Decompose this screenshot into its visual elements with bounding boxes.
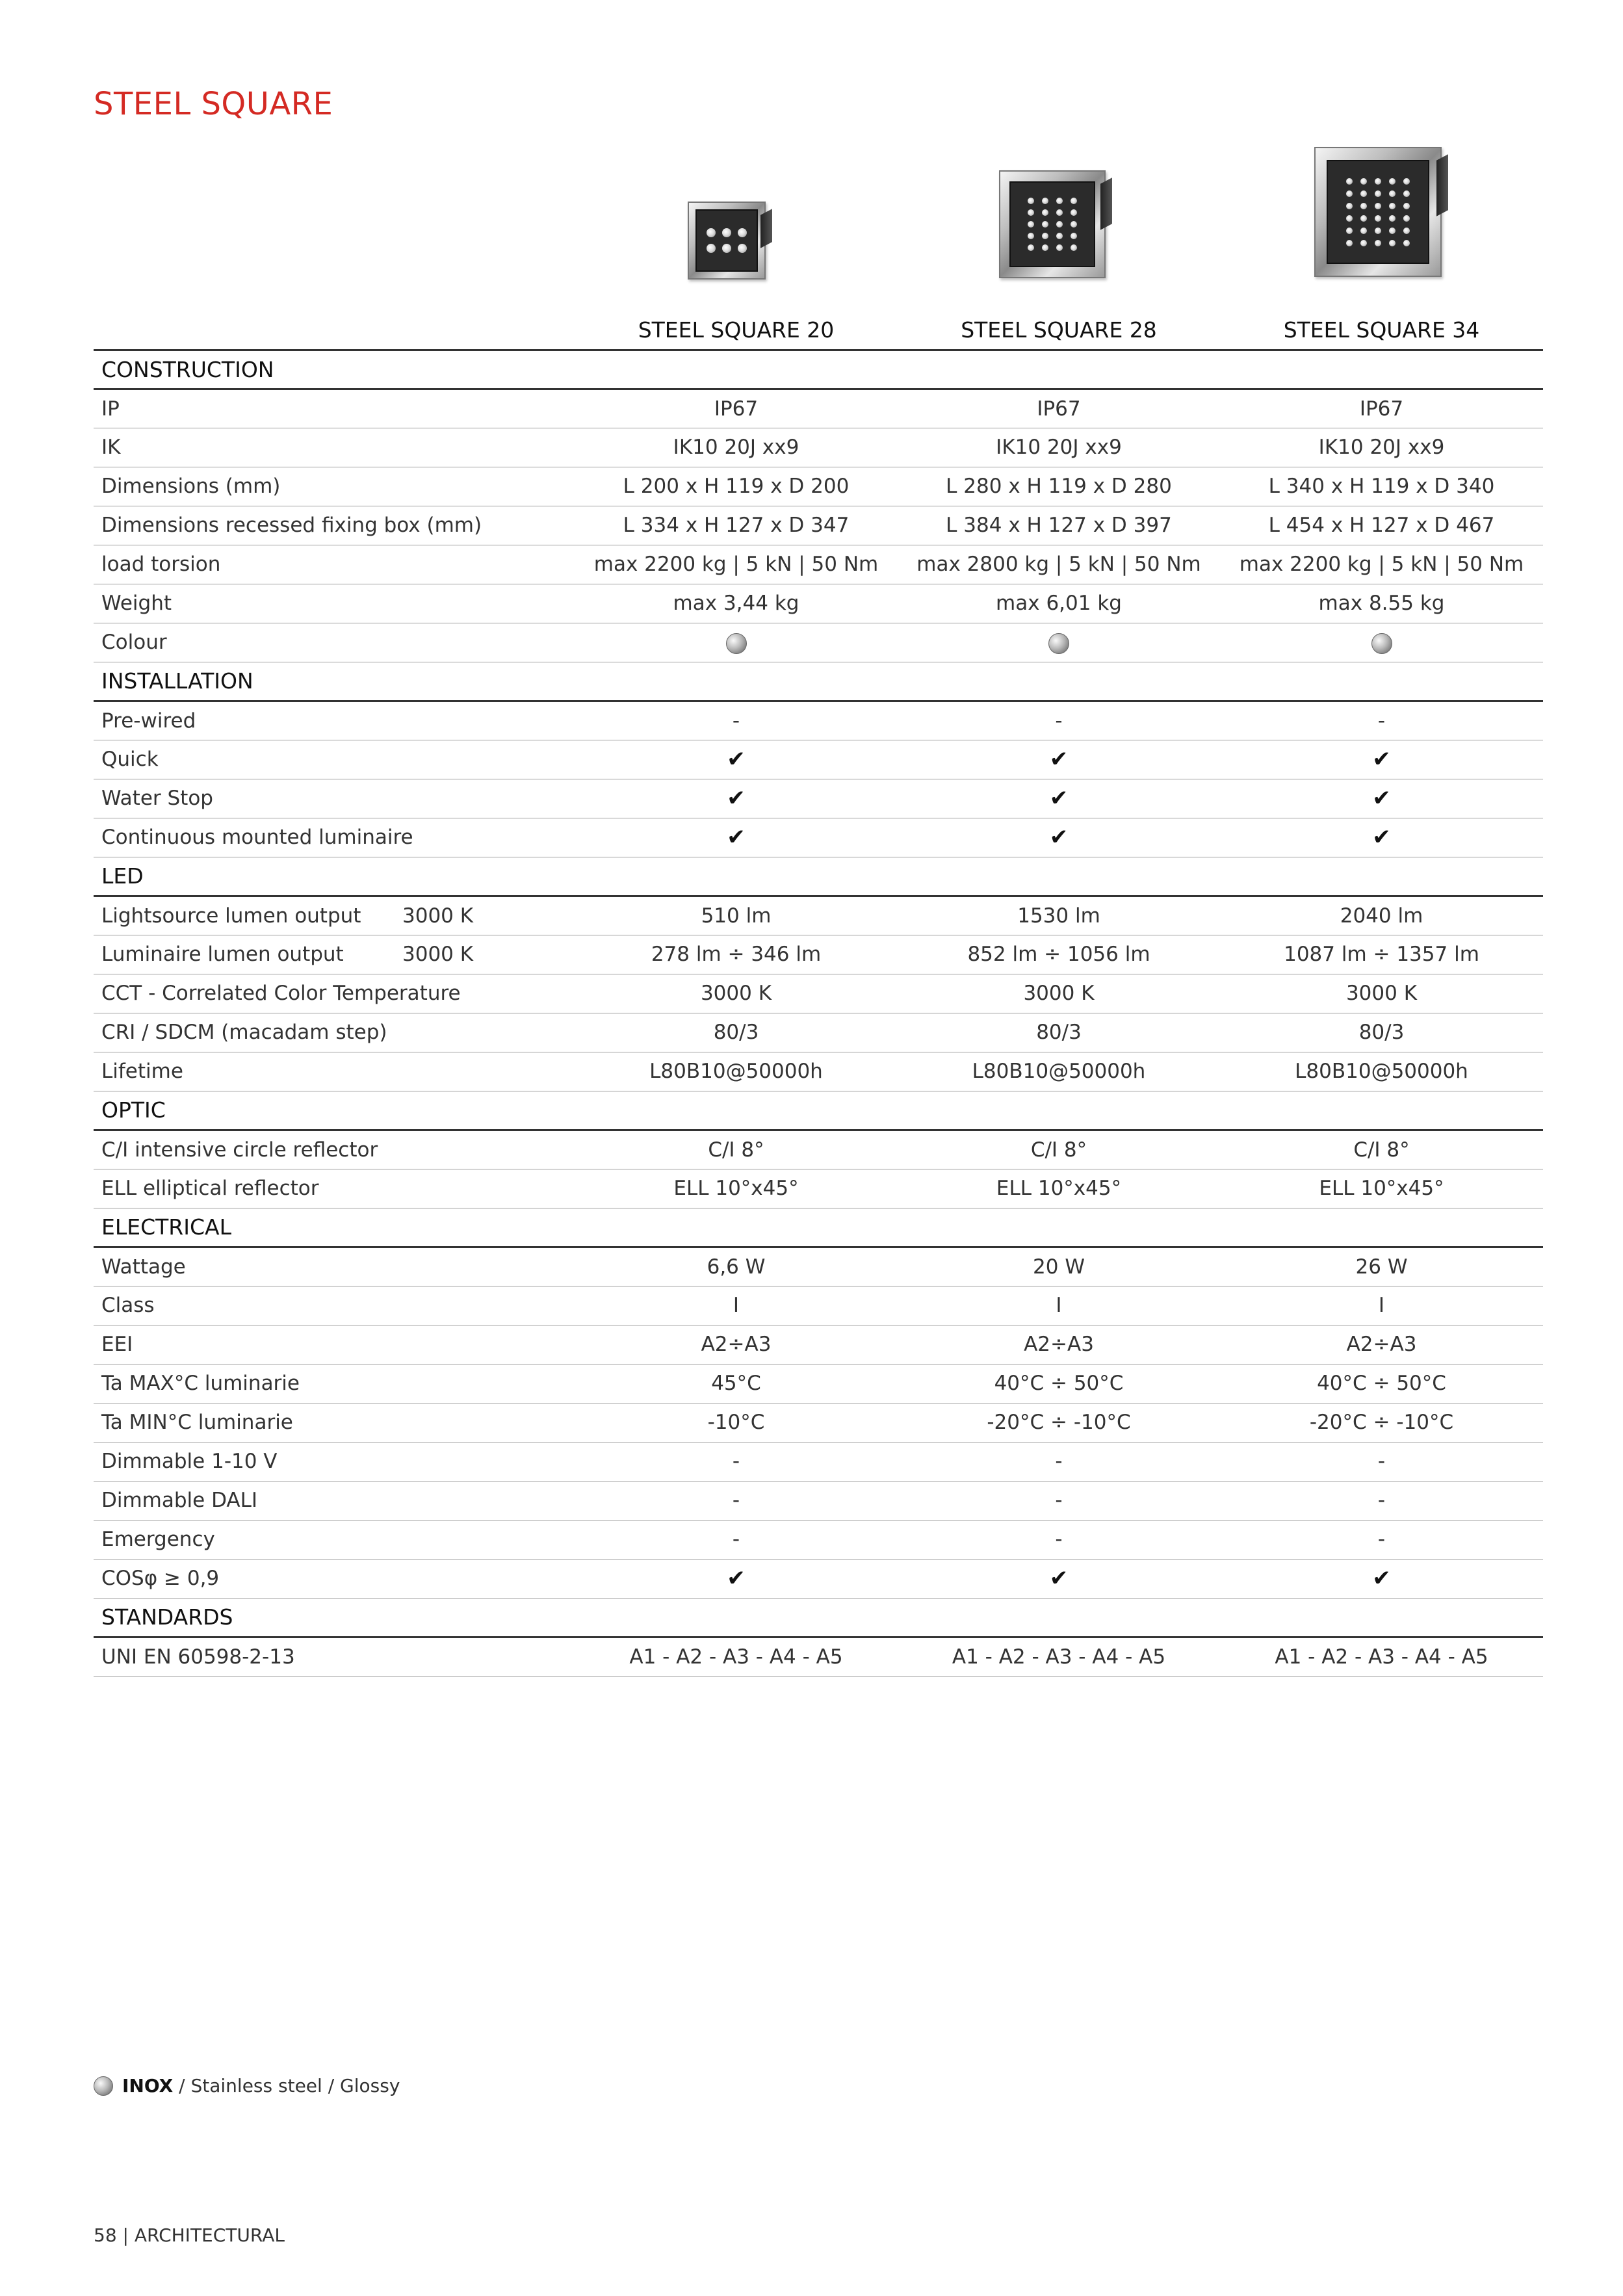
spec-cct: [402, 389, 575, 428]
spec-cct: [402, 1442, 575, 1481]
spec-value: -20°C ÷ -10°C: [898, 1403, 1220, 1442]
section-title: ELECTRICAL: [94, 1208, 1543, 1247]
spec-value: ELL 10°x45°: [1220, 1169, 1543, 1208]
spec-value: 3000 K: [575, 974, 898, 1013]
spec-cct: [402, 1286, 575, 1325]
spec-value-check: [898, 1559, 1220, 1598]
spec-label: Class: [94, 1286, 402, 1325]
spec-label: CCT - Correlated Color Temperature: [94, 974, 402, 1013]
spec-value: 1087 lm ÷ 1357 lm: [1220, 935, 1543, 974]
spec-value-check: [898, 818, 1220, 857]
spec-row: [94, 701, 1543, 740]
inox-dot-icon: [726, 633, 747, 654]
spec-label: EEI: [94, 1325, 402, 1364]
spec-cct: 3000 K: [402, 935, 575, 974]
spec-value: -: [575, 701, 898, 740]
spec-cct: 3000 K: [402, 896, 575, 935]
spec-row: [94, 1364, 1543, 1403]
section-row-construction: [94, 350, 1543, 389]
spec-value: IP67: [1220, 389, 1543, 428]
spec-value: -: [575, 1520, 898, 1559]
section-row-standards: [94, 1598, 1543, 1637]
spec-label: Dimensions recessed fixing box (mm): [94, 506, 402, 545]
spec-value: L 200 x H 119 x D 200: [575, 467, 898, 506]
spec-row: [94, 428, 1543, 467]
inox-dot-icon: [1371, 633, 1392, 654]
spec-value: -: [1220, 1442, 1543, 1481]
section-title: LED: [94, 857, 1543, 896]
spec-value: IK10 20J xx9: [575, 428, 898, 467]
check-icon: ✔: [1372, 746, 1391, 772]
section-title: CONSTRUCTION: [94, 350, 1543, 389]
spec-value: 40°C ÷ 50°C: [898, 1364, 1220, 1403]
spec-value-colour: [575, 623, 898, 662]
spec-label: Emergency: [94, 1520, 402, 1559]
spec-cct: [402, 1247, 575, 1286]
spec-value-check: [898, 740, 1220, 779]
product-image-steel-square-34: [1314, 147, 1442, 277]
spec-cct: [402, 428, 575, 467]
spec-value-check: [575, 1559, 898, 1598]
spec-value: I: [575, 1286, 898, 1325]
spec-value: -: [898, 1442, 1220, 1481]
spec-value-check: [1220, 1559, 1543, 1598]
spec-label: load torsion: [94, 545, 402, 584]
inox-dot-icon: [94, 2076, 113, 2096]
spec-label: Water Stop: [94, 779, 402, 818]
spec-value: L 334 x H 127 x D 347: [575, 506, 898, 545]
spec-cct: [402, 1325, 575, 1364]
spec-value: L80B10@50000h: [1220, 1052, 1543, 1091]
spec-value: IK10 20J xx9: [1220, 428, 1543, 467]
spec-value-check: [575, 818, 898, 857]
check-icon: ✔: [1049, 1565, 1069, 1591]
spec-value: C/I 8°: [575, 1130, 898, 1169]
check-icon: ✔: [727, 1565, 746, 1591]
model-header: STEEL SQUARE 34: [1220, 311, 1543, 350]
led-array: [1009, 181, 1095, 268]
spec-value: -: [575, 1442, 898, 1481]
colour-legend: [94, 2075, 400, 2096]
spec-value-check: [575, 779, 898, 818]
spec-value: IK10 20J xx9: [898, 428, 1220, 467]
check-icon: ✔: [727, 824, 746, 850]
spec-cct: [402, 1130, 575, 1169]
spec-value: max 2200 kg | 5 kN | 50 Nm: [575, 545, 898, 584]
spec-value: A1 - A2 - A3 - A4 - A5: [575, 1637, 898, 1676]
check-icon: ✔: [1372, 785, 1391, 811]
spec-label: Colour: [94, 623, 402, 662]
spec-value: A1 - A2 - A3 - A4 - A5: [898, 1637, 1220, 1676]
spec-value: max 3,44 kg: [575, 584, 898, 623]
spec-value: 45°C: [575, 1364, 898, 1403]
spec-value: 6,6 W: [575, 1247, 898, 1286]
luminaire-frame: [1314, 147, 1442, 277]
spec-cct: [402, 1013, 575, 1052]
spec-row: [94, 506, 1543, 545]
led-array: [695, 209, 757, 271]
spec-row: [94, 974, 1543, 1013]
check-icon: ✔: [1372, 824, 1391, 850]
check-icon: ✔: [1049, 746, 1069, 772]
spec-value: -20°C ÷ -10°C: [1220, 1403, 1543, 1442]
spec-value: L 454 x H 127 x D 467: [1220, 506, 1543, 545]
spec-cct: [402, 1481, 575, 1520]
page-footer: 58 | ARCHITECTURAL: [94, 2224, 285, 2246]
product-image-steel-square-20: [688, 202, 766, 280]
section-row-installation: [94, 662, 1543, 701]
spec-value: C/I 8°: [1220, 1130, 1543, 1169]
spec-value: L 340 x H 119 x D 340: [1220, 467, 1543, 506]
spec-cct: [402, 1364, 575, 1403]
spec-cct: [402, 1520, 575, 1559]
spec-value-check: [1220, 740, 1543, 779]
spec-value: I: [1220, 1286, 1543, 1325]
spec-cct: [402, 740, 575, 779]
luminaire-frame: [999, 170, 1106, 278]
spec-value: A2÷A3: [575, 1325, 898, 1364]
spec-value-colour: [1220, 623, 1543, 662]
legend-material: INOX: [122, 2075, 174, 2096]
spec-value: L 280 x H 119 x D 280: [898, 467, 1220, 506]
section-row-led: [94, 857, 1543, 896]
spec-value: A2÷A3: [1220, 1325, 1543, 1364]
spec-value: C/I 8°: [898, 1130, 1220, 1169]
spec-value: 852 lm ÷ 1056 lm: [898, 935, 1220, 974]
spec-value: 1530 lm: [898, 896, 1220, 935]
spec-value-check: [1220, 779, 1543, 818]
spec-value-check: [575, 740, 898, 779]
spec-value: -: [898, 1520, 1220, 1559]
spec-value: -: [575, 1481, 898, 1520]
spec-row: [94, 584, 1543, 623]
section-row-electrical: [94, 1208, 1543, 1247]
spec-row: [94, 1637, 1543, 1676]
legend-description: / Stainless steel / Glossy: [173, 2075, 400, 2096]
spec-label: Quick: [94, 740, 402, 779]
check-icon: ✔: [727, 785, 746, 811]
header-spacer: [402, 311, 575, 350]
spec-label: C/I intensive circle reflector: [94, 1130, 402, 1169]
spec-value: 2040 lm: [1220, 896, 1543, 935]
spec-row: [94, 896, 1543, 935]
spec-value: 20 W: [898, 1247, 1220, 1286]
section-title: STANDARDS: [94, 1598, 1543, 1637]
spec-value: ELL 10°x45°: [898, 1169, 1220, 1208]
spec-label: Dimmable DALI: [94, 1481, 402, 1520]
spec-cct: [402, 1169, 575, 1208]
spec-row: [94, 1559, 1543, 1598]
spec-cct: [402, 1559, 575, 1598]
spec-value: -: [1220, 1481, 1543, 1520]
spec-value: -: [898, 701, 1220, 740]
spec-row: [94, 1052, 1543, 1091]
spec-value: ELL 10°x45°: [575, 1169, 898, 1208]
check-icon: ✔: [1372, 1565, 1391, 1591]
spec-label: CRI / SDCM (macadam step): [94, 1013, 402, 1052]
spec-row: [94, 1325, 1543, 1364]
luminaire-frame: [688, 202, 766, 280]
spec-cct: [402, 584, 575, 623]
spec-cct: [402, 467, 575, 506]
spec-cct: [402, 1637, 575, 1676]
spec-label: Dimmable 1-10 V: [94, 1442, 402, 1481]
spec-label: UNI EN 60598-2-13: [94, 1637, 402, 1676]
spec-value: 40°C ÷ 50°C: [1220, 1364, 1543, 1403]
spec-label: COSφ ≥ 0,9: [94, 1559, 402, 1598]
spec-value: max 8.55 kg: [1220, 584, 1543, 623]
check-icon: ✔: [1049, 785, 1069, 811]
spec-row: [94, 1442, 1543, 1481]
spec-value: L80B10@50000h: [575, 1052, 898, 1091]
spec-value: max 2800 kg | 5 kN | 50 Nm: [898, 545, 1220, 584]
spec-value-check: [1220, 818, 1543, 857]
spec-label: Dimensions (mm): [94, 467, 402, 506]
spec-value: 3000 K: [1220, 974, 1543, 1013]
spec-cct: [402, 818, 575, 857]
spec-label: Lifetime: [94, 1052, 402, 1091]
spec-value: IP67: [575, 389, 898, 428]
spec-value: -10°C: [575, 1403, 898, 1442]
inox-dot-icon: [1048, 633, 1069, 654]
spec-row: [94, 623, 1543, 662]
spec-value-check: [898, 779, 1220, 818]
spec-value: 278 lm ÷ 346 lm: [575, 935, 898, 974]
model-header: STEEL SQUARE 20: [575, 311, 898, 350]
spec-row: [94, 1247, 1543, 1286]
spec-row: [94, 545, 1543, 584]
spec-row: [94, 779, 1543, 818]
spec-value: I: [898, 1286, 1220, 1325]
spec-row: [94, 1403, 1543, 1442]
spec-row: [94, 1286, 1543, 1325]
spec-cct: [402, 1052, 575, 1091]
spec-cct: [402, 623, 575, 662]
spec-label: Continuous mounted luminaire: [94, 818, 402, 857]
spec-label: Wattage: [94, 1247, 402, 1286]
spec-value: max 2200 kg | 5 kN | 50 Nm: [1220, 545, 1543, 584]
spec-row: [94, 935, 1543, 974]
spec-value: 80/3: [1220, 1013, 1543, 1052]
spec-value: 26 W: [1220, 1247, 1543, 1286]
spec-table: [94, 311, 1543, 1676]
spec-value: A1 - A2 - A3 - A4 - A5: [1220, 1637, 1543, 1676]
page-title: STEEL SQUARE: [94, 86, 333, 122]
spec-value: A2÷A3: [898, 1325, 1220, 1364]
check-icon: ✔: [727, 746, 746, 772]
spec-cct: [402, 779, 575, 818]
model-header-row: [94, 311, 1543, 350]
spec-cct: [402, 1403, 575, 1442]
spec-row: [94, 818, 1543, 857]
spec-table-body: [94, 311, 1543, 1676]
section-title: OPTIC: [94, 1091, 1543, 1130]
spec-label: IK: [94, 428, 402, 467]
spec-label: IP: [94, 389, 402, 428]
model-header: STEEL SQUARE 28: [898, 311, 1220, 350]
spec-cct: [402, 701, 575, 740]
spec-value-colour: [898, 623, 1220, 662]
header-spacer: [94, 311, 402, 350]
spec-row: [94, 1013, 1543, 1052]
spec-row: [94, 1481, 1543, 1520]
spec-value: 510 lm: [575, 896, 898, 935]
spec-row: [94, 389, 1543, 428]
spec-row: [94, 740, 1543, 779]
spec-value: -: [898, 1481, 1220, 1520]
spec-label: Pre-wired: [94, 701, 402, 740]
spec-label: Luminaire lumen output: [94, 935, 402, 974]
spec-value: L 384 x H 127 x D 397: [898, 506, 1220, 545]
spec-row: [94, 467, 1543, 506]
spec-row: [94, 1520, 1543, 1559]
spec-value: max 6,01 kg: [898, 584, 1220, 623]
product-image-steel-square-28: [999, 170, 1106, 278]
spec-value: -: [1220, 701, 1543, 740]
spec-value: 80/3: [898, 1013, 1220, 1052]
spec-value: -: [1220, 1520, 1543, 1559]
spec-value: L80B10@50000h: [898, 1052, 1220, 1091]
led-array: [1327, 160, 1429, 265]
spec-value: IP67: [898, 389, 1220, 428]
spec-label: Ta MAX°C luminarie: [94, 1364, 402, 1403]
section-title: INSTALLATION: [94, 662, 1543, 701]
spec-row: [94, 1130, 1543, 1169]
section-row-optic: [94, 1091, 1543, 1130]
spec-label: Weight: [94, 584, 402, 623]
spec-label: Ta MIN°C luminarie: [94, 1403, 402, 1442]
spec-cct: [402, 545, 575, 584]
spec-value: 3000 K: [898, 974, 1220, 1013]
spec-row: [94, 1169, 1543, 1208]
spec-label: ELL elliptical reflector: [94, 1169, 402, 1208]
spec-label: Lightsource lumen output: [94, 896, 402, 935]
check-icon: ✔: [1049, 824, 1069, 850]
spec-value: 80/3: [575, 1013, 898, 1052]
